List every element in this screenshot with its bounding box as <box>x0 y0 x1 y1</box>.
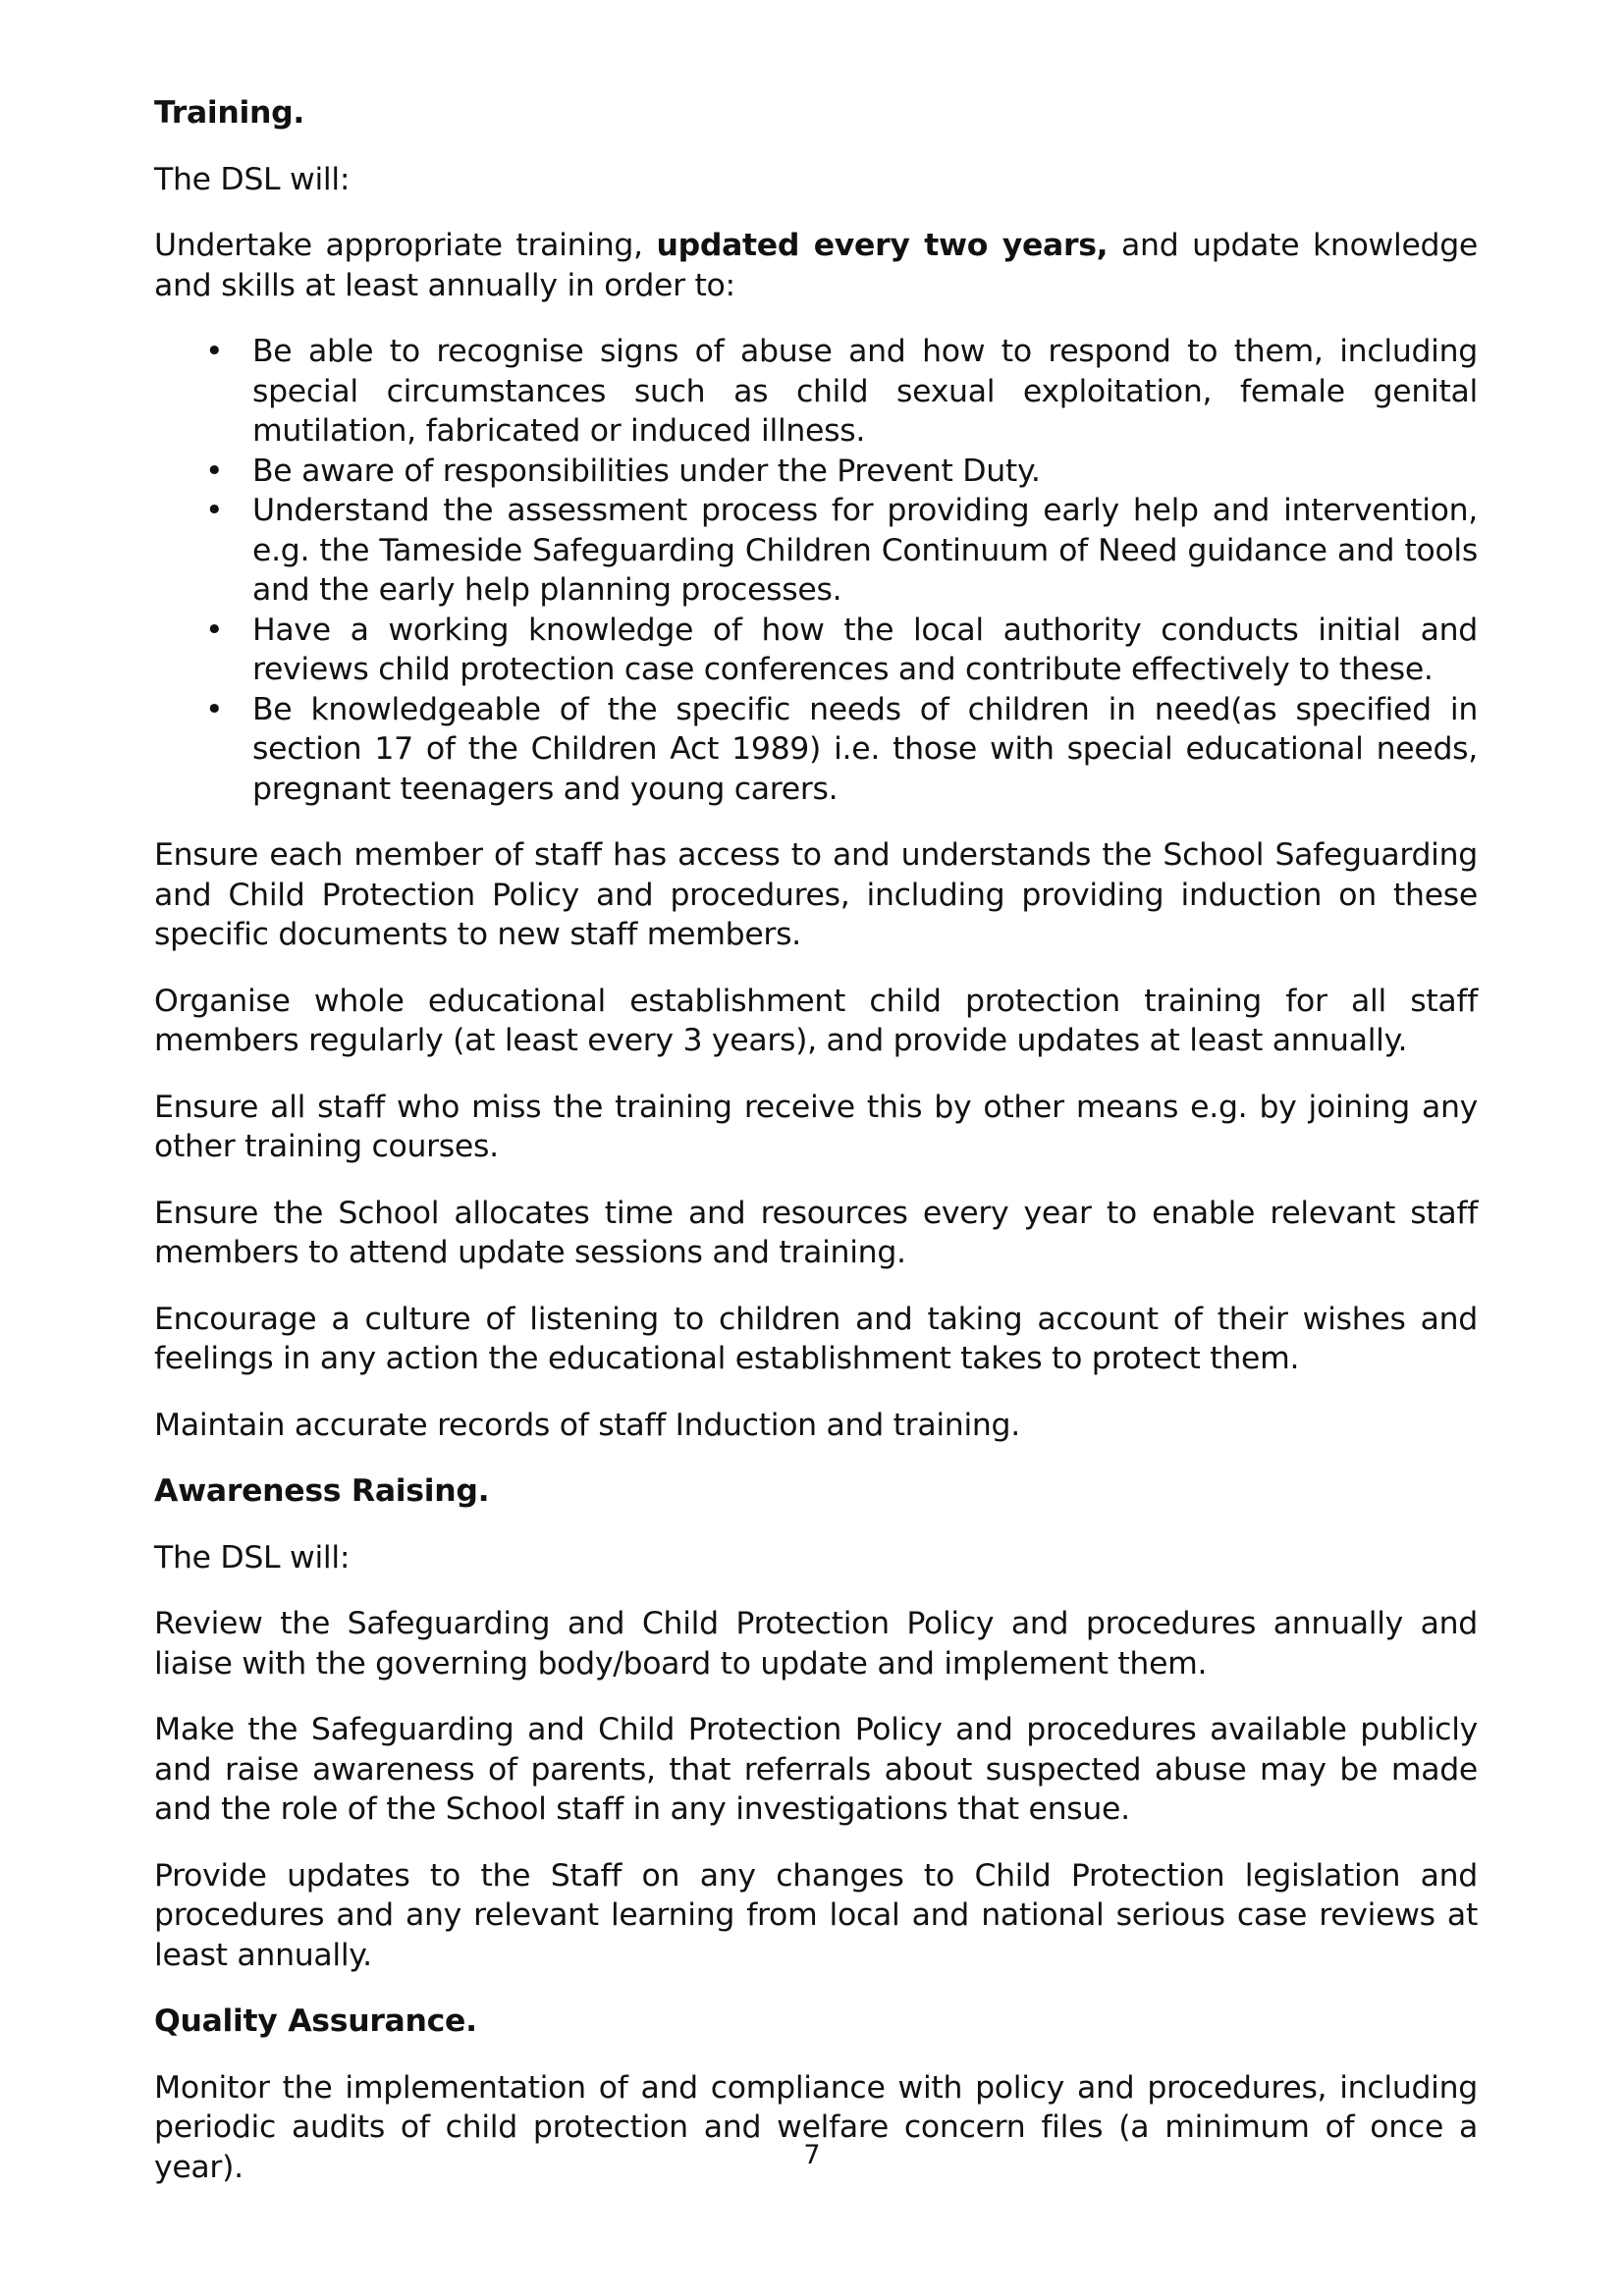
paragraph-missed-training: Ensure all staff who miss the training receive this by other means e.g. by joining any other training courses. <box>154 1089 1478 1164</box>
undertake-text-bold: updated every two years, <box>656 228 1109 263</box>
bullet-icon: • <box>205 493 224 528</box>
section-heading-quality: Quality Assurance. <box>154 2003 477 2039</box>
paragraph-culture-listening: Encourage a culture of listening to children and taking account of their wishes and feelings in any action the educational establishment takes to protect them. <box>154 1301 1478 1376</box>
list-item <box>154 332 1478 452</box>
paragraph-undertake-training <box>154 226 1478 305</box>
undertake-text-before: Undertake appropriate training, <box>154 228 657 263</box>
page-number: 7 <box>803 2140 821 2170</box>
list-item-text: Be knowledgeable of the specific needs of children in need(as specified in section 17 of the Children Act 1989) i.e. those with special educational needs, pregnant teenagers and young carers. <box>252 691 1478 807</box>
paragraph-monitor-implementation: Monitor the implementation of and compliance with policy and procedures, including periodic audits of child protection and welfare concern files (a minimum of once a year). <box>154 2069 1478 2185</box>
paragraph-allocate-time: Ensure the School allocates time and resources every year to enable relevant staff members to attend update sessions and training. <box>154 1195 1478 1270</box>
list-item <box>154 491 1478 611</box>
paragraph-dsl-will: The DSL will: <box>154 161 351 197</box>
paragraph-maintain-records: Maintain accurate records of staff Induction and training. <box>154 1407 1020 1443</box>
paragraph-review-policy: Review the Safeguarding and Child Protection Policy and procedures annually and liaise with the governing body/board to update and implement them. <box>154 1606 1478 1682</box>
list-item-text: Be aware of responsibilities under the Prevent Duty. <box>252 453 1041 489</box>
bullet-icon: • <box>205 612 224 648</box>
list-item <box>154 690 1478 810</box>
list-item-text: Be able to recognise signs of abuse and how to respond to them, including special circumstances such as child sexual exploitation, female genital mutilation, fabricated or induced illness. <box>252 334 1478 449</box>
list-item <box>154 611 1478 690</box>
paragraph-provide-updates: Provide updates to the Staff on any changes to Child Protection legislation and procedures and any relevant learning from local and national serious case reviews at least annually. <box>154 1857 1478 1973</box>
paragraph-dsl-will-awareness: The DSL will: <box>154 1539 351 1575</box>
list-item <box>154 452 1478 492</box>
bullet-icon: • <box>205 453 224 489</box>
undertake-text-after: and update knowledge and skills at least annually in order to: <box>154 228 1479 303</box>
bullet-icon: • <box>205 334 224 369</box>
bullet-icon: • <box>205 691 224 727</box>
paragraph-organise-training: Organise whole educational establishment child protection training for all staff members regularly (at least every 3 years), and provide updates at least annually. <box>154 983 1478 1058</box>
paragraph-staff-access: Ensure each member of staff has access to and understands the School Safeguarding and Child Protection Policy and procedures, including providing induction on these specific documents to new staff members. <box>154 837 1478 952</box>
section-heading-training: Training. <box>154 95 305 131</box>
section-heading-awareness: Awareness Raising. <box>154 1473 490 1509</box>
list-item-text: Have a working knowledge of how the local authority conducts initial and reviews child protection case conferences and contribute effectively to these. <box>252 612 1478 687</box>
list-item-text: Understand the assessment process for providing early help and intervention, e.g. the Tameside Safeguarding Children Continuum of Need guidance and tools and the early help planning processes. <box>252 493 1478 608</box>
training-bullet-list <box>154 332 1478 809</box>
document-page <box>154 93 1478 2214</box>
paragraph-publish-policy: Make the Safeguarding and Child Protection Policy and procedures available publicly and raise awareness of parents, that referrals about suspected abuse may be made and the role of the School staff in any investigations that ensue. <box>154 1712 1478 1827</box>
